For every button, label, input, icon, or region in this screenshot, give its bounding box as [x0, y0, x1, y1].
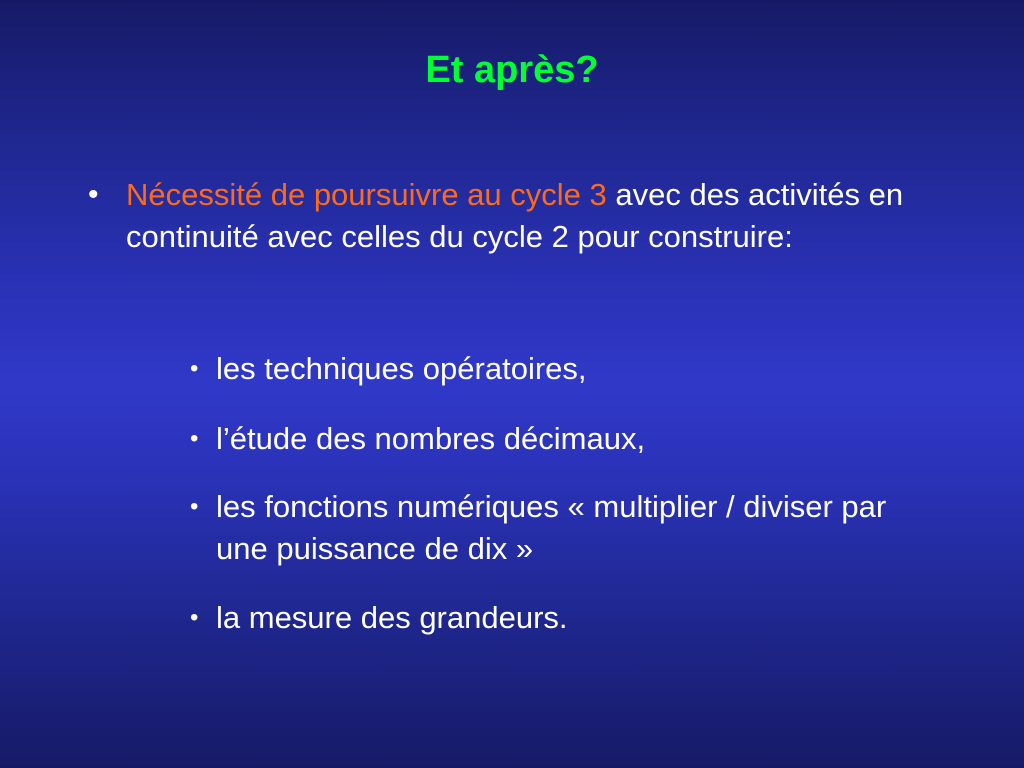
main-bullet-text	[126, 174, 916, 258]
sub-bullet-text: l’étude des nombres décimaux,	[216, 421, 646, 456]
sub-bullet-text: la mesure des grandeurs.	[216, 600, 568, 635]
sub-bullet-dot-icon: •	[190, 425, 199, 452]
main-bullet-rest: avec des activités en continuité avec celles du cycle 2 pour construire:	[126, 177, 904, 254]
sub-bullet-text: les techniques opératoires,	[216, 351, 587, 386]
slide-title: Et après?	[425, 49, 599, 91]
sub-bullet-dot-icon: •	[190, 493, 199, 520]
sub-bullet-dot-icon: •	[190, 604, 199, 631]
bullet-dot-icon: •	[88, 178, 99, 211]
sub-bullet-dot-icon: •	[190, 355, 199, 382]
main-bullet-highlight: Nécessité de poursuivre au cycle 3	[126, 177, 607, 212]
sub-bullet-text: les fonctions numériques « multiplier / diviser par une puissance de dix »	[216, 489, 887, 566]
